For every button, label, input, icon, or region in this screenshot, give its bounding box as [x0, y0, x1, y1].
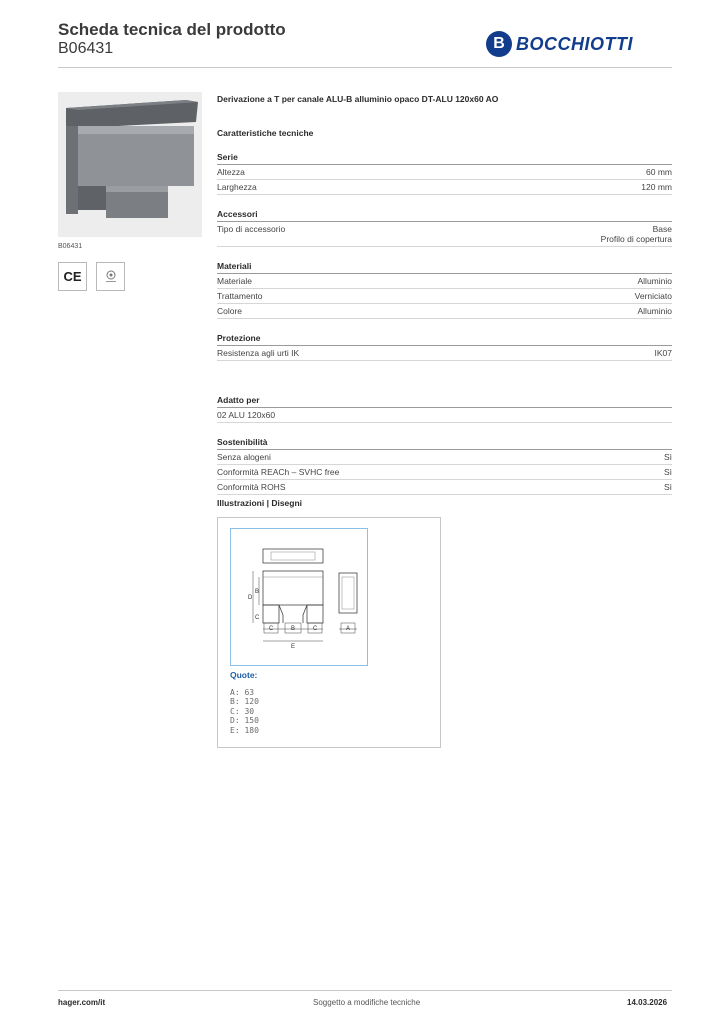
section-title-accessori: Accessori: [217, 209, 672, 222]
quote-item: A: 63: [230, 688, 255, 697]
dim-label: B: [255, 589, 260, 595]
dim-label: B: [291, 626, 296, 632]
spec-label: 02 ALU 120x60: [217, 410, 276, 420]
brand-logo: [486, 28, 633, 60]
footer-notice: Soggetto a modifiche tecniche: [313, 998, 421, 1007]
product-code: B06431: [58, 40, 114, 57]
spec-row: [217, 222, 672, 247]
spec-value: Verniciato: [634, 291, 672, 301]
spec-label: Larghezza: [217, 182, 257, 192]
spec-value: Sì: [663, 482, 672, 492]
spec-label: Resistenza agli urti IK: [217, 348, 300, 358]
spec-value: Alluminio: [637, 306, 672, 316]
spec-label: Materiale: [217, 276, 252, 286]
illustrations-title: Illustrazioni | Disegni: [217, 498, 303, 508]
brand-logo-text: BOCCHIOTTI: [516, 33, 633, 54]
cert-seal-icon: [96, 262, 125, 291]
spec-row: [217, 450, 672, 465]
quote-item: B: 120: [230, 697, 259, 707]
spec-label: Altezza: [217, 167, 245, 177]
quote-item: C: 30: [230, 706, 255, 716]
spec-row: [217, 165, 672, 180]
quote-item: D: 150: [230, 716, 259, 726]
dim-label: D: [248, 595, 253, 601]
section-title-protezione: Protezione: [217, 333, 672, 346]
spec-value: 120 mm: [641, 182, 672, 192]
dim-label: A: [346, 626, 351, 632]
spec-label: Colore: [217, 306, 243, 316]
section-title-sostenibilita: Sostenibilità: [217, 437, 672, 450]
dim-label: C: [269, 626, 274, 632]
spec-label: Senza alogeni: [217, 452, 271, 462]
spec-row: [217, 465, 672, 480]
footer-date: 14.03.2026: [627, 998, 668, 1007]
section-title-adatto: Adatto per: [217, 395, 672, 408]
spec-row: [217, 346, 672, 361]
spec-column: [217, 94, 672, 495]
ce-mark: CE: [58, 262, 87, 291]
spec-row: [217, 274, 672, 289]
dim-label: C: [313, 626, 318, 632]
spec-value: Alluminio: [637, 276, 672, 286]
spec-value: [601, 224, 672, 244]
image-caption: B06431: [58, 243, 83, 250]
spec-value-line: Base: [652, 224, 672, 234]
section-title-serie: Serie: [217, 152, 672, 165]
footer-website-link[interactable]: hager.com/it: [58, 998, 106, 1007]
section-title-materiali: Materiali: [217, 261, 672, 274]
page-title: Scheda tecnica del prodotto: [58, 20, 286, 39]
quote-title: Quote:: [230, 670, 258, 680]
spec-row: [217, 289, 672, 304]
header-divider: [58, 67, 672, 68]
technical-drawing: [230, 528, 368, 666]
spec-row: [217, 304, 672, 319]
product-image: [58, 92, 202, 237]
footer-divider: [58, 990, 672, 991]
dim-label: C: [255, 615, 260, 621]
brand-logo-mark: B: [486, 31, 512, 57]
spec-label: Conformità REACh – SVHC free: [217, 467, 340, 477]
illustration-panel: [217, 517, 441, 748]
spec-value: Sì: [663, 467, 672, 477]
spec-row: [217, 408, 672, 423]
dim-label: E: [291, 644, 296, 650]
spec-value: Sì: [663, 452, 672, 462]
spec-label: Tipo di accessorio: [217, 224, 286, 234]
spec-row: [217, 180, 672, 195]
spec-value-line: Profilo di copertura: [600, 234, 672, 244]
spec-value: 60 mm: [646, 167, 672, 177]
quote-list: [230, 688, 259, 735]
spec-label: Trattamento: [217, 291, 263, 301]
specs-heading: Caratteristiche tecniche: [217, 128, 314, 138]
spec-row: [217, 480, 672, 495]
spec-label: Conformità ROHS: [217, 482, 286, 492]
product-title: Derivazione a T per canale ALU-B alluminio opaco DT-ALU 120x60 AO: [217, 94, 499, 104]
quote-item: E: 180: [230, 725, 259, 735]
spec-value: IK07: [654, 348, 672, 358]
